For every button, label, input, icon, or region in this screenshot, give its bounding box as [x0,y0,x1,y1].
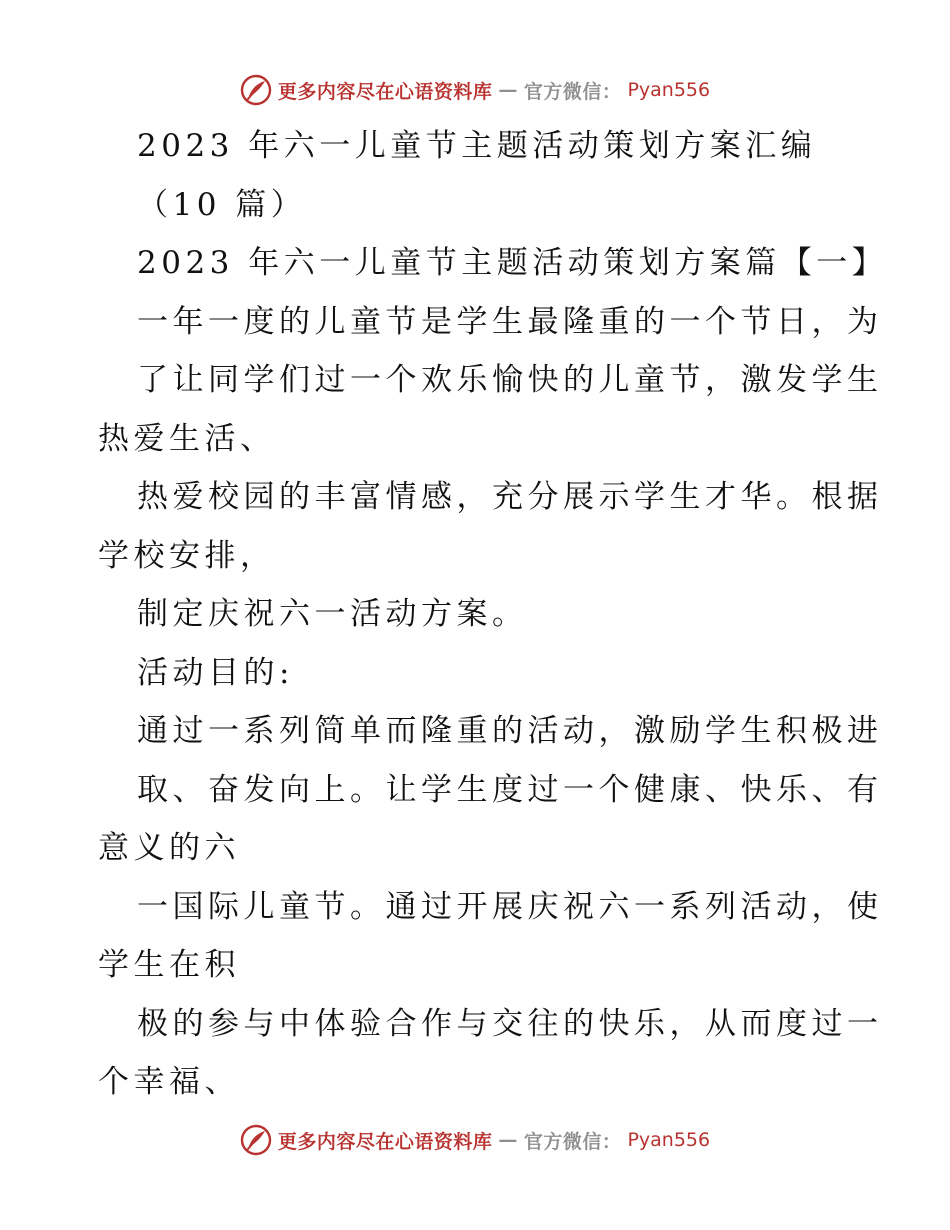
watermark-brand: 更多内容尽在心语资料库 [277,1130,493,1153]
watermark-group [240,1124,710,1156]
watermark-wechat-id: Pyan556 [627,1129,711,1151]
paragraph-line: 一国际儿童节。通过开展庆祝六一系列活动，使 [137,889,883,925]
paragraph-line: 学校安排， [98,538,276,574]
document-title-line-1: 2023 年六一儿童节主题活动策划方案汇编 [137,128,817,164]
subheading-purpose: 活动目的: [137,655,294,691]
paragraph-line: 意义的六 [98,830,240,866]
paragraph-line: 个幸福、 [98,1064,240,1100]
watermark-wechat-label: 官方微信： [523,1130,622,1153]
paragraph-line: 了让同学们过一个欢乐愉快的儿童节，激发学生 [137,362,883,398]
paragraph-line: 一年一度的儿童节是学生最隆重的一个节日，为 [137,304,883,340]
footer-watermark [0,1120,950,1160]
document-title-line-2: （10 篇） [137,187,307,223]
watermark-dash: — [498,79,518,101]
paragraph-line: 学生在积 [98,947,240,983]
paragraph-line: 通过一系列简单而隆重的活动，激励学生积极进 [137,713,883,749]
paragraph-line: 热爱生活、 [98,421,276,457]
paragraph-line: 热爱校园的丰富情感，充分展示学生才华。根据 [137,479,883,515]
quill-logo-icon [240,1124,272,1156]
paragraph-line: 取、奋发向上。让学生度过一个健康、快乐、有 [137,772,883,808]
watermark-wechat-id: Pyan556 [627,79,711,101]
paragraph-line: 极的参与中体验合作与交往的快乐，从而度过一 [137,1006,883,1042]
paragraph-line: 制定庆祝六一活动方案。 [137,596,528,632]
section-heading: 2023 年六一儿童节主题活动策划方案篇【一】 [137,245,888,281]
watermark-dash: — [498,1129,518,1151]
watermark-wechat-label: 官方微信： [523,80,622,103]
watermark-brand: 更多内容尽在心语资料库 [277,80,493,103]
